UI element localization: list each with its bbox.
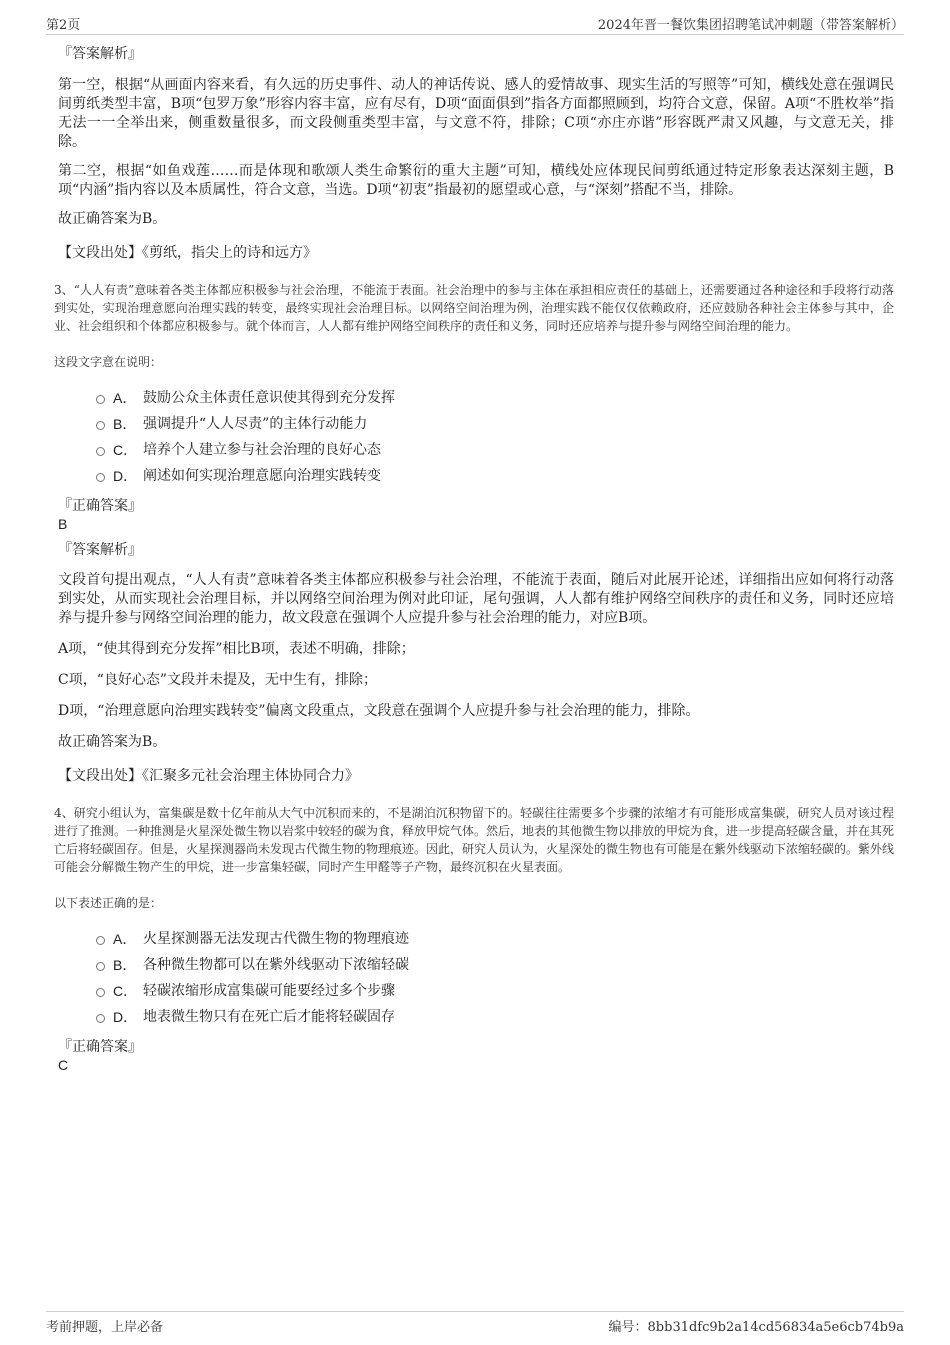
- option-a[interactable]: [96, 926, 894, 952]
- document-title: 2024年晋一餐饮集团招聘笔试冲刺题（带答案解析）: [597, 18, 904, 33]
- option-d[interactable]: [96, 463, 894, 489]
- analysis-paragraph: C项，“良好心态”文段并未提及，无中生有，排除；: [58, 672, 378, 688]
- footer-slogan: 考前押题，上岸必备: [46, 1320, 164, 1335]
- option-text: 轻碳浓缩形成富集碳可能要经过多个步骤: [143, 983, 395, 999]
- source-citation: 【文段出处】《汇聚多元社会治理主体协同合力》: [58, 768, 359, 784]
- source-citation: 【文段出处】《剪纸，指尖上的诗和远方》: [58, 245, 317, 261]
- question-4-options: [96, 926, 894, 1030]
- correct-answer-label: 『正确答案』: [58, 1039, 142, 1055]
- radio-icon[interactable]: [96, 421, 105, 430]
- radio-icon[interactable]: [96, 447, 105, 456]
- option-text: 鼓励公众主体责任意识使其得到充分发挥: [143, 390, 395, 406]
- option-letter: B．: [113, 416, 137, 432]
- analysis-paragraph: A项，“使其得到充分发挥”相比B项，表述不明确，排除；: [58, 641, 415, 657]
- radio-icon[interactable]: [96, 936, 105, 945]
- analysis-paragraph: 故正确答案为B。: [58, 211, 167, 227]
- option-letter: A．: [113, 390, 137, 406]
- option-c[interactable]: [96, 437, 894, 463]
- option-text: 火星探测器无法发现古代微生物的物理痕迹: [143, 931, 409, 947]
- option-letter: C．: [113, 442, 138, 458]
- option-a[interactable]: [96, 385, 894, 411]
- radio-icon[interactable]: [96, 962, 105, 971]
- option-letter: A．: [113, 931, 137, 947]
- analysis-label: 『答案解析』: [58, 542, 142, 558]
- option-text: 强调提升“人人尽责”的主体行动能力: [143, 416, 368, 432]
- question-3-prompt: 这段文字意在说明：: [54, 355, 163, 369]
- option-b[interactable]: [96, 952, 894, 978]
- option-letter: D．: [113, 1009, 138, 1025]
- analysis-paragraph: 文段首句提出观点，“人人有责”意味着各类主体都应积极参与社会治理，不能流于表面，随后对此展开论述，详细指出应如何将行动落到实处，从而实现社会治理目标，并以网络空间治理为例对此印证，尾句强调，人人都有维护网络空间秩序的责任和义务，同时还应培养与提升参与网络空间治理的能力，故文段意在强调个人应提升参与社会治理的能力，对应B项。: [58, 572, 894, 626]
- option-text: 阐述如何实现治理意愿向治理实践转变: [143, 468, 381, 484]
- analysis-paragraph: 故正确答案为B。: [58, 734, 167, 750]
- option-d[interactable]: [96, 1004, 894, 1030]
- option-b[interactable]: [96, 411, 894, 437]
- radio-icon[interactable]: [96, 1014, 105, 1023]
- analysis-paragraph: 第一空，根据“从画面内容来看，有久远的历史事件、动人的神话传说、感人的爱情故事、现实生活的写照等”可知，横线处意在强调民间剪纸类型丰富，B项“包罗万象”形容内容丰富，应有尽有，D项“面面俱到”指各方面都照顾到，均符合文意，保留。A项“不胜枚举”指无法一一全举出来，侧重数量很多，而文段侧重类型丰富，与文意不符，排除；C项“亦庄亦谐”形容既严肃又风趣，与文意无关，排除。: [58, 77, 894, 150]
- radio-icon[interactable]: [96, 988, 105, 997]
- page-content: [54, 44, 894, 1074]
- option-letter: B．: [113, 957, 137, 973]
- page-number: 第2页: [46, 18, 81, 33]
- question-4-stem: 4、研究小组认为，富集碳是数十亿年前从大气中沉积而来的，不是湖泊沉积物留下的。轻碳往往需要多个步骤的浓缩才有可能形成富集碳，研究人员对该过程进行了推测。一种推测是火星深处微生物以岩浆中较轻的碳为食，释放甲烷气体。然后，地表的其他微生物以排放的甲烷为食，进一步提高轻碳含量，并在其死亡后将轻碳固存。但是，火星探测器尚未发现古代微生物的物理痕迹。因此，研究人员认为，火星深处的微生物也有可能是在紫外线驱动下浓缩轻碳的。紫外线可能会分解微生物产生的甲烷，进一步富集轻碳，同时产生甲醛等子产物，最终沉积在火星表面。: [54, 806, 895, 874]
- question-3-options: [96, 385, 894, 489]
- page-header: [46, 12, 904, 35]
- page-footer: [46, 1311, 904, 1336]
- option-text: 培养个人建立参与社会治理的良好心态: [143, 442, 381, 458]
- option-c[interactable]: [96, 978, 894, 1004]
- option-text: 各种微生物都可以在紫外线驱动下浓缩轻碳: [143, 957, 409, 973]
- correct-answer: C: [58, 1057, 69, 1073]
- option-letter: D．: [113, 468, 138, 484]
- question-4-prompt: 以下表述正确的是：: [54, 896, 163, 910]
- option-text: 地表微生物只有在死亡后才能将轻碳固存: [143, 1009, 395, 1025]
- document-id: 编号：8bb31dfc9b2a14cd56834a5e6cb74b9a: [608, 1320, 904, 1335]
- analysis-paragraph: 第二空，根据“如鱼戏莲……而是体现和歌颂人类生命繁衍的重大主题”可知，横线处应体现民间剪纸通过特定形象表达深刻主题，B项“内涵”指内容以及本质属性，符合文意，当选。D项“初衷”指最初的愿望或心意，与“深刻”搭配不当，排除。: [58, 163, 894, 198]
- analysis-label: 『答案解析』: [58, 46, 142, 62]
- correct-answer: B: [58, 516, 68, 532]
- radio-icon[interactable]: [96, 395, 105, 404]
- question-3-stem: 3、“人人有责”意味着各类主体都应积极参与社会治理，不能流于表面。社会治理中的参与主体在承担相应责任的基础上，还需要通过各种途径和手段将行动落到实处，实现治理意愿向治理实践的转变，最终实现社会治理目标。以网络空间治理为例，治理实践不能仅仅依赖政府，还应鼓励各种社会主体参与其中，企业、社会组织和个体都应积极参与。就个体而言，人人都有维护网络空间秩序的责任和义务，同时还应培养与提升参与网络空间治理的能力。: [54, 283, 894, 333]
- radio-icon[interactable]: [96, 473, 105, 482]
- analysis-paragraph: D项，“治理意愿向治理实践转变”偏离文段重点，文段意在强调个人应提升参与社会治理的能力，排除。: [58, 703, 700, 719]
- option-letter: C．: [113, 983, 138, 999]
- correct-answer-label: 『正确答案』: [58, 498, 142, 514]
